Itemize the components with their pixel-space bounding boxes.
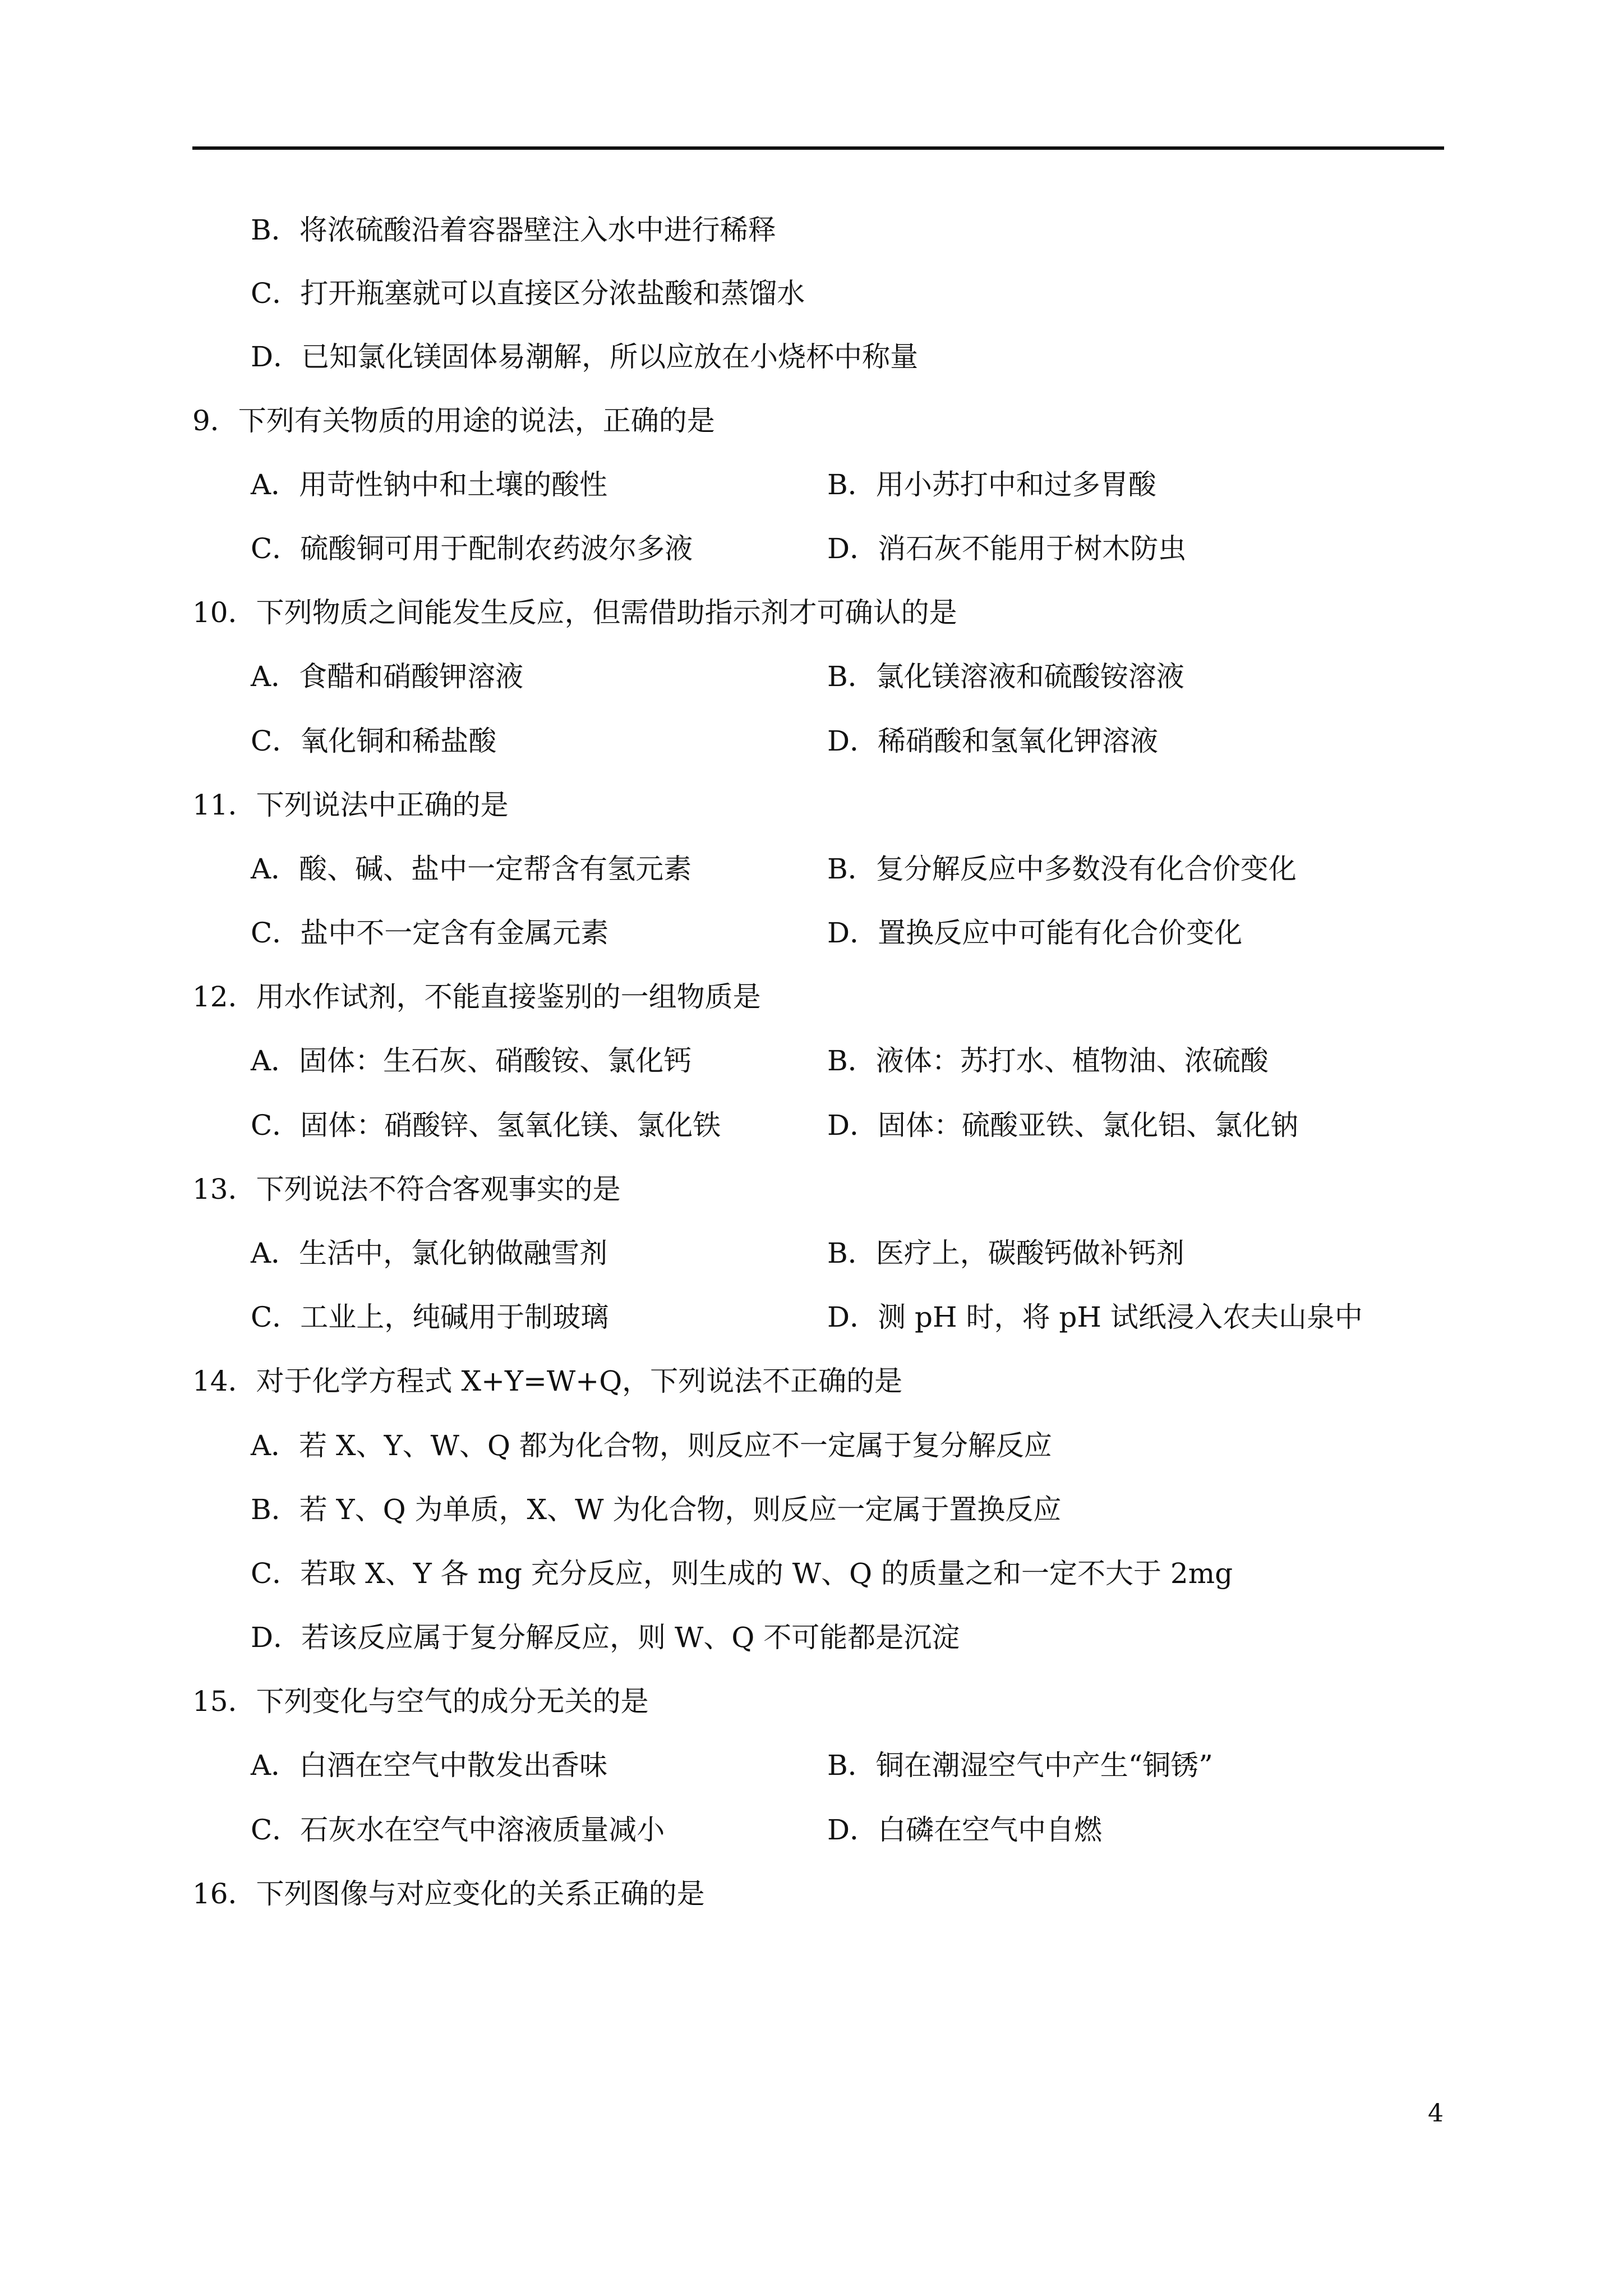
- q11-option-a: A．酸、碱、盐中一定帮含有氢元素: [251, 853, 692, 885]
- q8-option-c: C．打开瓶塞就可以直接区分浓盐酸和蒸馏水: [251, 277, 805, 310]
- q13-stem: 13．下列说法不符合客观事实的是: [192, 1173, 621, 1205]
- q16-stem: 16．下列图像与对应变化的关系正确的是: [192, 1878, 705, 1910]
- q13-option-b: B．医疗上，碳酸钙做补钙剂: [827, 1237, 1184, 1269]
- q11-option-d: D．置换反应中可能有化合价变化: [827, 917, 1243, 949]
- q15-option-a: A．白酒在空气中散发出香味: [251, 1749, 608, 1782]
- q14-option-c: C．若取 X、Y 各 mg 充分反应，则生成的 W、Q 的质量之和一定不大于 2mg: [251, 1557, 1233, 1590]
- q8-option-d: D．已知氯化镁固体易潮解，所以应放在小烧杯中称量: [251, 341, 919, 373]
- q14-stem: 14．对于化学方程式 X+Y=W+Q，下列说法不正确的是: [192, 1365, 903, 1397]
- page-number: 4: [1428, 2099, 1444, 2128]
- q11-option-b: B．复分解反应中多数没有化合价变化: [827, 853, 1297, 885]
- q11-stem: 11．下列说法中正确的是: [192, 789, 509, 821]
- q14-option-b: B．若 Y、Q 为单质，X、W 为化合物，则反应一定属于置换反应: [251, 1493, 1062, 1526]
- q9-option-d: D．消石灰不能用于树木防虫: [827, 532, 1187, 565]
- q13-option-c: C．工业上，纯碱用于制玻璃: [251, 1301, 609, 1333]
- q14-option-d: D．若该反应属于复分解反应，则 W、Q 不可能都是沉淀: [251, 1621, 960, 1654]
- q10-option-b: B．氯化镁溶液和硫酸铵溶液: [827, 660, 1184, 693]
- q9-option-a: A．用苛性钠中和土壤的酸性: [251, 468, 608, 501]
- q10-option-c: C．氧化铜和稀盐酸: [251, 725, 497, 757]
- q15-option-c: C．石灰水在空气中溶液质量减小: [251, 1814, 665, 1846]
- q10-option-a: A．食醋和硝酸钾溶液: [251, 660, 524, 693]
- q10-option-d: D．稀硝酸和氢氧化钾溶液: [827, 725, 1159, 757]
- q9-option-c: C．硫酸铜可用于配制农药波尔多液: [251, 532, 693, 565]
- q13-option-d: D．测 pH 时，将 pH 试纸浸入农夫山泉中: [827, 1301, 1363, 1333]
- q13-option-a: A．生活中，氯化钠做融雪剂: [251, 1237, 608, 1269]
- q14-option-a: A．若 X、Y、W、Q 都为化合物，则反应不一定属于复分解反应: [251, 1429, 1052, 1462]
- q15-option-b: B．铜在潮湿空气中产生“铜锈”: [827, 1749, 1213, 1782]
- q15-option-d: D．白磷在空气中自燃: [827, 1814, 1103, 1846]
- q15-stem: 15．下列变化与空气的成分无关的是: [192, 1685, 649, 1718]
- q12-option-d: D．固体：硫酸亚铁、氯化铝、氯化钠: [827, 1109, 1299, 1142]
- q12-option-a: A．固体：生石灰、硝酸铵、氯化钙: [251, 1045, 692, 1077]
- q12-stem: 12．用水作试剂，不能直接鉴别的一组物质是: [192, 981, 761, 1013]
- q8-option-b: B．将浓硫酸沿着容器壁注入水中进行稀释: [251, 214, 776, 246]
- q9-option-b: B．用小苏打中和过多胃酸: [827, 468, 1156, 501]
- q12-option-b: B．液体：苏打水、植物油、浓硫酸: [827, 1045, 1269, 1077]
- q9-stem: 9．下列有关物质的用途的说法，正确的是: [192, 404, 715, 437]
- q11-option-c: C．盐中不一定含有金属元素: [251, 917, 609, 949]
- header-rule: [192, 146, 1444, 150]
- q12-option-c: C．固体：硝酸锌、氢氧化镁、氯化铁: [251, 1109, 721, 1142]
- q10-stem: 10．下列物质之间能发生反应，但需借助指示剂才可确认的是: [192, 596, 957, 629]
